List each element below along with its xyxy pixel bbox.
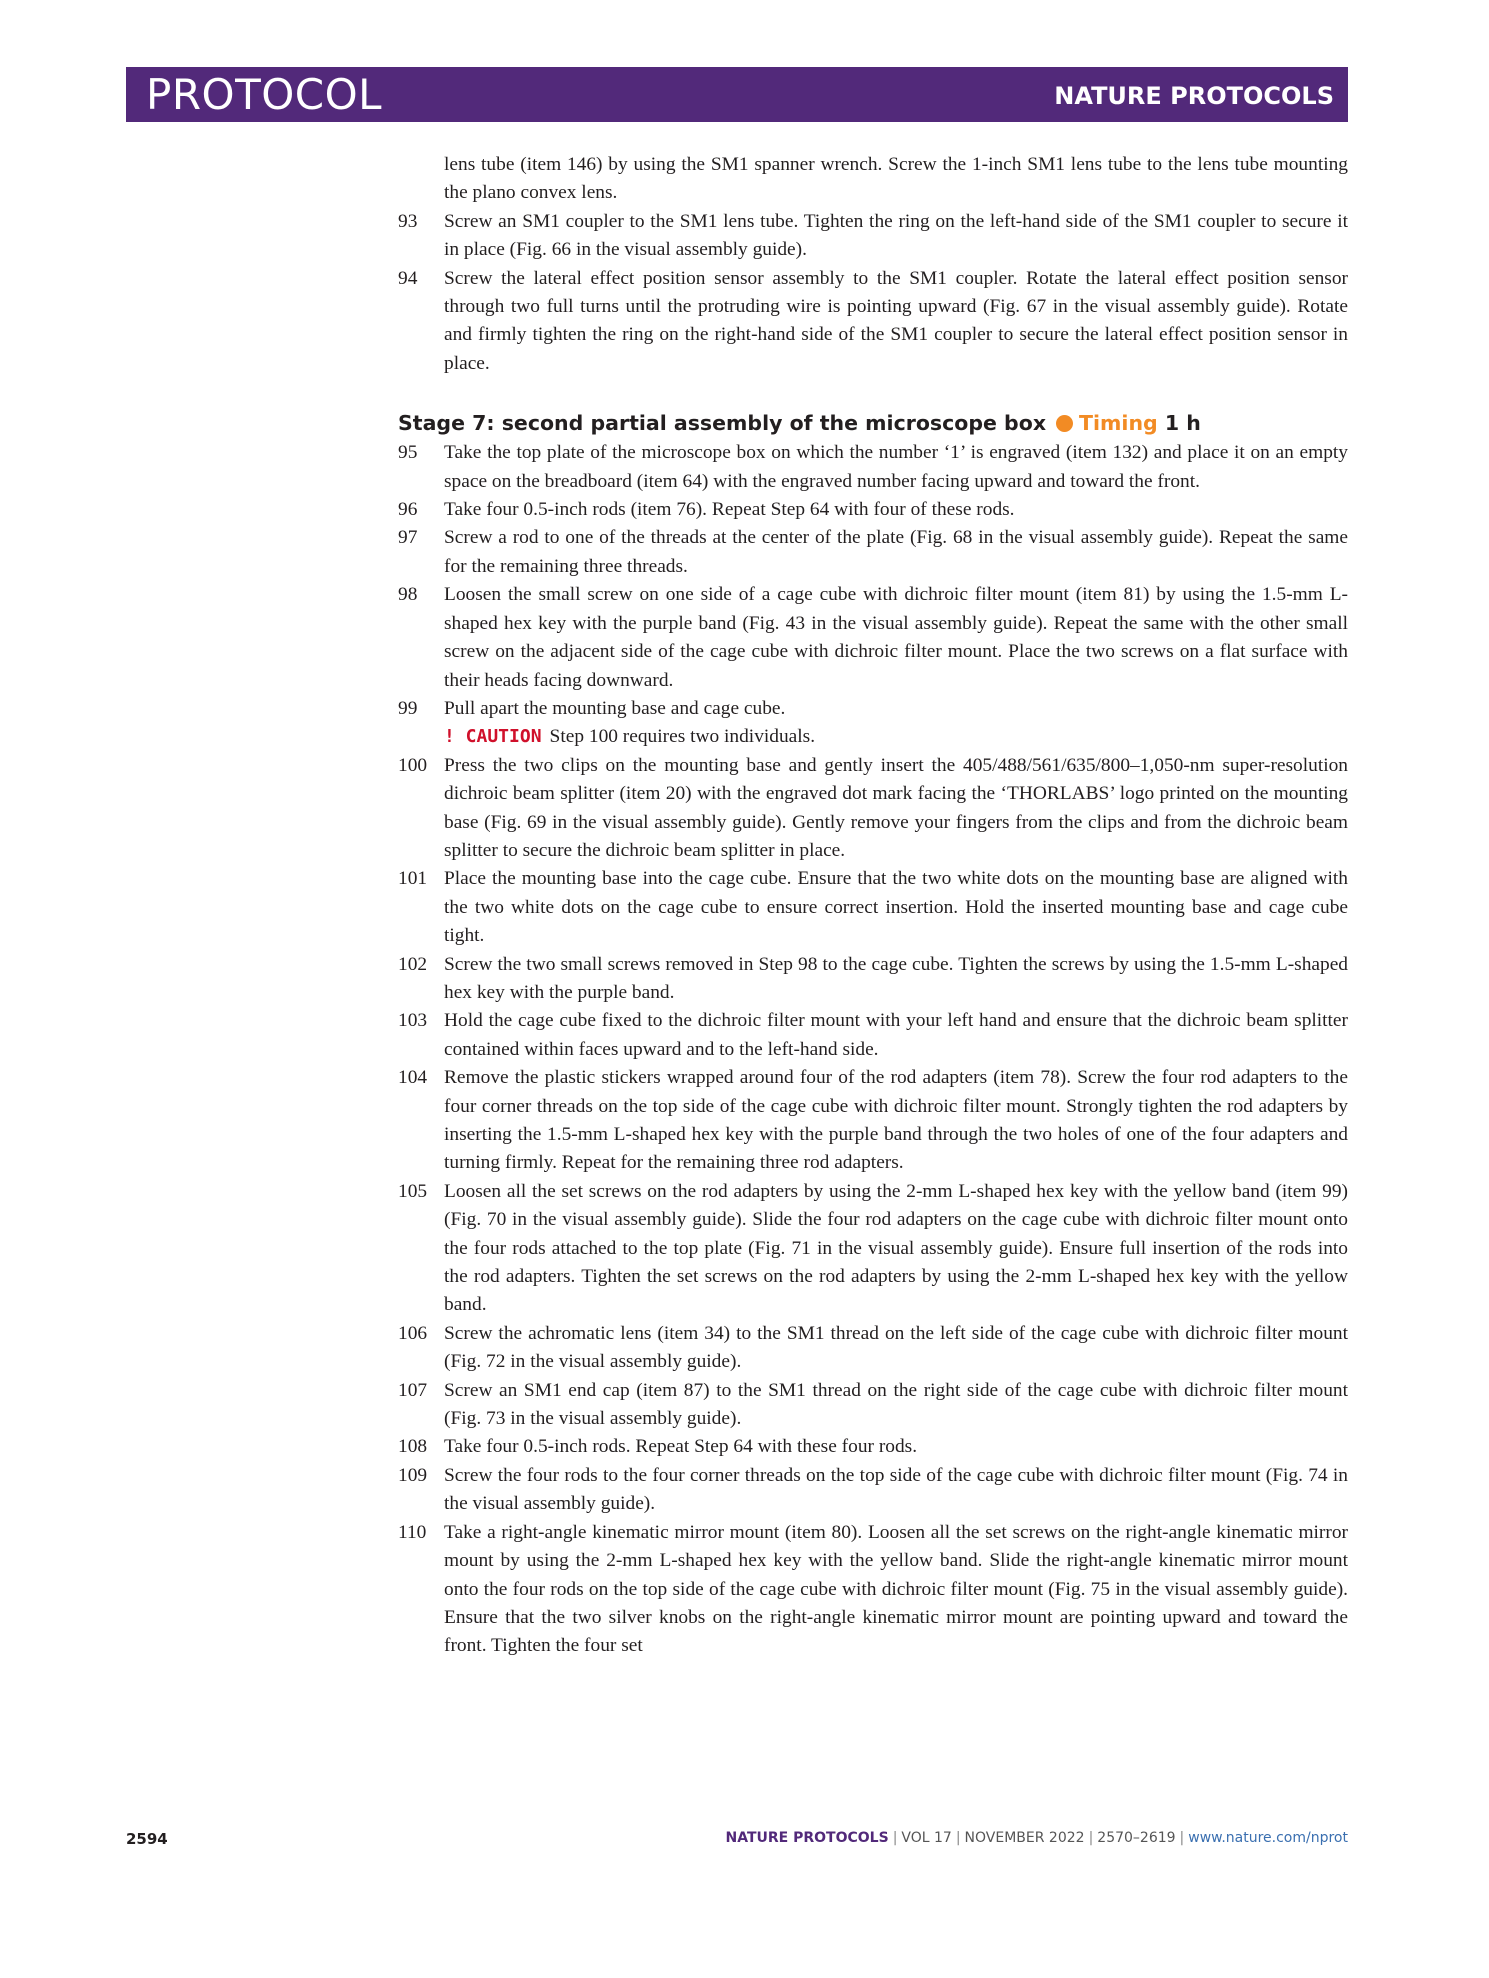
- step-item: [398, 265, 1348, 379]
- footer-date: NOVEMBER 2022: [964, 1830, 1085, 1846]
- step-item: [398, 1377, 1348, 1434]
- step-item: [398, 524, 1348, 581]
- step-number: 100: [398, 754, 428, 776]
- lead-in-paragraph: lens tube (item 146) by using the SM1 spanner wrench. Screw the 1-inch SM1 lens tube to the lens tube mounting the plano convex lens.: [444, 154, 1348, 204]
- step-item: [398, 439, 1348, 496]
- step-number: 103: [398, 1010, 428, 1032]
- step-number: 104: [398, 1067, 428, 1089]
- step-item: [398, 496, 1348, 524]
- step-list-b: [398, 439, 1348, 723]
- timing-dot-icon: [1056, 415, 1073, 432]
- step-text: Screw the lateral effect position sensor assembly to the SM1 coupler. Rotate the lateral effect position sensor through two full turns until the protruding wire is pointing upward (Fig. 67 in the visual assembly guide). Rotate and firmly tighten the ring on the right-hand side of the SM1 coupler to secure the lateral effect position sensor in place.: [444, 267, 1348, 374]
- step-item: [398, 1320, 1348, 1377]
- step-text: Screw the two small screws removed in Step 98 to the cage cube. Tighten the screws by using the 1.5-mm L-shaped hex key with the purple band.: [444, 953, 1348, 1003]
- caution-label: ! CAUTION: [444, 726, 542, 748]
- step-text: Loosen the small screw on one side of a cage cube with dichroic filter mount (item 81) by using the 1.5-mm L-shaped hex key with the purple band (Fig. 43 in the visual assembly guide). Repeat the same with the other small screw on the adjacent side of the cage cube with dichroic filter mount. Place the two screws on a flat surface with their heads facing downward.: [444, 584, 1348, 691]
- step-number: 97: [398, 527, 418, 549]
- step-text: Screw an SM1 end cap (item 87) to the SM1 thread on the right side of the cage cube with dichroic filter mount (Fig. 73 in the visual assembly guide).: [444, 1379, 1348, 1430]
- step-text: Remove the plastic stickers wrapped around four of the rod adapters (item 78). Screw the four rod adapters to the four corner threads on the top side of the cage cube with dichroic filter mount. Strongly tighten the rod adapters by inserting the 1.5-mm L-shaped hex key with the purple band through the two holes of one of the four adapters and turning firmly. Repeat for the remaining three rod adapters.: [444, 1067, 1348, 1174]
- step-text: Screw the achromatic lens (item 34) to the SM1 thread on the left side of the cage cube with dichroic filter mount (Fig. 72 in the visual assembly guide).: [444, 1322, 1348, 1373]
- step-number: 105: [398, 1180, 428, 1202]
- step-text: Take the top plate of the microscope box on which the number ‘1’ is engraved (item 132) and place it on an empty space on the breadboard (item 64) with the engraved number facing upward and toward the front.: [444, 442, 1348, 492]
- step-item: [398, 208, 1348, 265]
- step-text: Hold the cage cube fixed to the dichroic filter mount with your left hand and ensure that the dichroic beam splitter contained within faces upward and to the left-hand side.: [444, 1010, 1348, 1060]
- footer-citation: NATURE PROTOCOLS | VOL 17 | NOVEMBER 2022 | 2570–2619 | www.nature.com/nprot: [725, 1830, 1348, 1846]
- step-item: [398, 581, 1348, 695]
- step-number: 101: [398, 868, 428, 890]
- step-number: 107: [398, 1379, 428, 1401]
- step-item: [398, 1178, 1348, 1320]
- caution-note: [398, 723, 1348, 751]
- step-item: [398, 1064, 1348, 1178]
- caution-text: Step 100 requires two individuals.: [549, 726, 816, 748]
- stage-heading: [398, 408, 1348, 438]
- step-number: 110: [398, 1521, 427, 1543]
- step-text: Pull apart the mounting base and cage cube.: [444, 697, 786, 719]
- step-item: [398, 951, 1348, 1008]
- header-bar: [126, 67, 1348, 122]
- step-item: [398, 865, 1348, 950]
- step-item: [398, 1519, 1348, 1661]
- stage-title: Stage 7: second partial assembly of the microscope box: [398, 411, 1047, 436]
- step-number: 93: [398, 210, 418, 232]
- step-item: [398, 752, 1348, 866]
- step-item: [398, 1462, 1348, 1519]
- step-text: Screw a rod to one of the threads at the center of the plate (Fig. 68 in the visual assembly guide). Repeat the same for the remaining three threads.: [444, 527, 1348, 577]
- timing-value: 1 h: [1164, 411, 1201, 436]
- step-number: 95: [398, 442, 418, 464]
- step-number: 102: [398, 953, 428, 975]
- page-number: 2594: [126, 1830, 168, 1848]
- step-item: [398, 1433, 1348, 1461]
- timing-label: Timing: [1079, 411, 1158, 436]
- step-text: Loosen all the set screws on the rod adapters by using the 2-mm L-shaped hex key with the yellow band (item 99) (Fig. 70 in the visual assembly guide). Slide the four rod adapters on the cage cube with dichroic filter mount onto the four rods attached to the top plate (Fig. 71 in the visual assembly guide). Ensure full insertion of the rods into the rod adapters. Tighten the set screws on the rod adapters by using the 2-mm L-shaped hex key with the yellow band.: [444, 1180, 1348, 1316]
- step-list-a: [398, 208, 1348, 378]
- step-list-c: [398, 752, 1348, 1661]
- section-label: PROTOCOL: [146, 70, 383, 119]
- step-text: Place the mounting base into the cage cube. Ensure that the two white dots on the mounting base are aligned with the two white dots on the cage cube to ensure correct insertion. Hold the inserted mounting base and cage cube tight.: [444, 868, 1348, 947]
- step-number: 109: [398, 1464, 428, 1486]
- article-body: [398, 151, 1348, 1661]
- step-item: [398, 695, 1348, 723]
- step-number: 99: [398, 697, 418, 719]
- footer-pages: 2570–2619: [1097, 1830, 1176, 1846]
- step-text: Press the two clips on the mounting base and gently insert the 405/488/561/635/800–1,050-nm super-resolution dichroic beam splitter (item 20) with the engraved dot mark facing the ‘THORLABS’ logo printed on the mounting base (Fig. 69 in the visual assembly guide). Gently remove your fingers from the clips and from the dichroic beam splitter to secure the dichroic beam splitter in place.: [444, 754, 1348, 861]
- journal-label: NATURE PROTOCOLS: [1054, 82, 1334, 110]
- step-number: 106: [398, 1322, 428, 1344]
- footer-journal: NATURE PROTOCOLS: [725, 1830, 889, 1846]
- step-text: Take four 0.5-inch rods (item 76). Repeat Step 64 with four of these rods.: [444, 499, 1015, 521]
- step-text: Take four 0.5-inch rods. Repeat Step 64 with these four rods.: [444, 1436, 918, 1458]
- footer-url-link[interactable]: www.nature.com/nprot: [1188, 1830, 1348, 1846]
- step-number: 108: [398, 1436, 428, 1458]
- step-text: Screw the four rods to the four corner threads on the top side of the cage cube with dichroic filter mount (Fig. 74 in the visual assembly guide).: [444, 1464, 1348, 1515]
- step-item: [398, 1007, 1348, 1064]
- step-text: Screw an SM1 coupler to the SM1 lens tube. Tighten the ring on the left-hand side of the SM1 coupler to secure it in place (Fig. 66 in the visual assembly guide).: [444, 210, 1348, 261]
- step-number: 96: [398, 499, 418, 521]
- footer-volume: VOL 17: [901, 1830, 952, 1846]
- step-number: 98: [398, 584, 418, 606]
- step-text: Take a right-angle kinematic mirror mount (item 80). Loosen all the set screws on the right-angle kinematic mirror mount by using the 2-mm L-shaped hex key with the yellow band. Slide the right-angle kinematic mirror mount onto the four rods on the top side of the cage cube with dichroic filter mount (Fig. 75 in the visual assembly guide). Ensure that the two silver knobs on the right-angle kinematic mirror mount are pointing upward and toward the front. Tighten the four set: [444, 1521, 1348, 1657]
- step-number: 94: [398, 267, 418, 289]
